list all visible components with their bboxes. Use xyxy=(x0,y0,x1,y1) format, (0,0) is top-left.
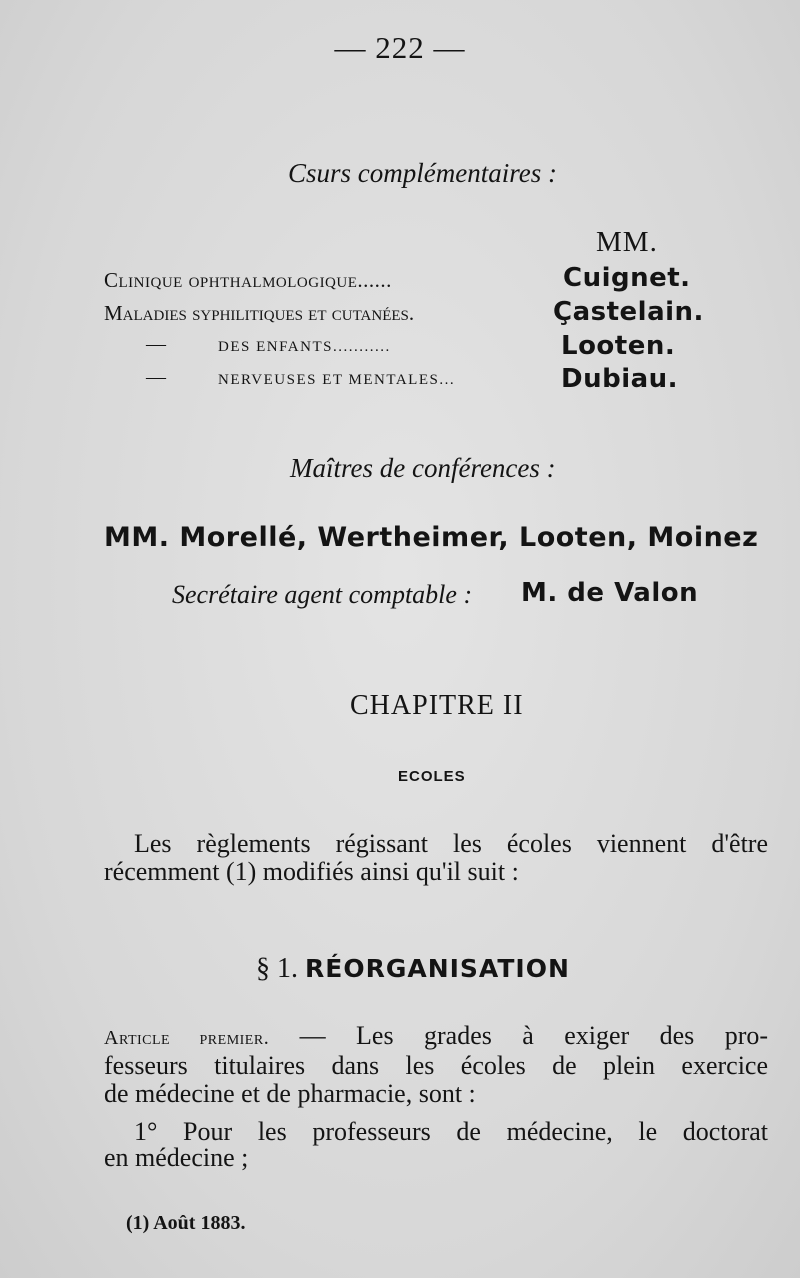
course-name-dubiau: Dubiau. xyxy=(561,364,679,394)
course-name-cuignet: Cuignet. xyxy=(563,263,691,293)
course-label-clinique: Clinique ophthalmologique...... xyxy=(104,268,392,292)
course-dash-enfants: — xyxy=(146,333,166,355)
secretaire-label: Secrétaire agent comptable : xyxy=(172,580,473,609)
mm-header: MM. xyxy=(596,226,658,258)
courses-heading: Csurs complémentaires : xyxy=(288,158,557,188)
chapter-subtitle: ECOLES xyxy=(398,768,466,785)
intro-line-2: récemment (1) modifiés ainsi qu'il suit : xyxy=(104,857,519,886)
item-1-line-2: en médecine ; xyxy=(104,1143,249,1172)
section-title: RÉORGANISATION xyxy=(305,954,570,983)
page-number: — 222 — xyxy=(334,30,466,65)
course-dash-nerveuses: — xyxy=(146,366,166,388)
course-label-enfants: DES ENFANTS........... xyxy=(218,339,391,355)
course-name-castelain: Çastelain. xyxy=(553,297,704,327)
section-sign: § 1. xyxy=(256,953,298,984)
footnote: (1) Août 1883. xyxy=(126,1212,246,1234)
article-label: Article premier. xyxy=(104,1027,270,1049)
intro-line-1: Les règlements régissant les écoles viennent d'être xyxy=(134,829,768,858)
section-heading xyxy=(256,953,570,985)
course-label-nerveuses: NERVEUSES ET MENTALES... xyxy=(218,372,456,388)
secretaire-name: M. de Valon xyxy=(521,578,699,608)
article-line-1 xyxy=(104,1022,768,1052)
chapter-title: CHAPITRE II xyxy=(350,690,524,721)
maitres-heading: Maîtres de conférences : xyxy=(290,453,556,483)
maitres-names: MM. Morellé, Wertheimer, Looten, Moinez xyxy=(104,522,759,553)
course-name-looten: Looten. xyxy=(561,331,676,361)
article-line-3: de médecine et de pharmacie, sont : xyxy=(104,1079,476,1108)
item-1-line-1: 1° Pour les professeurs de médecine, le doctorat xyxy=(134,1117,768,1146)
article-line-1-rest: — Les grades à exiger des pro- xyxy=(299,1021,769,1050)
article-line-2: fesseurs titulaires dans les écoles de plein exercice xyxy=(104,1051,768,1080)
course-label-maladies: Maladies syphilitiques et cutanées. xyxy=(104,301,415,325)
